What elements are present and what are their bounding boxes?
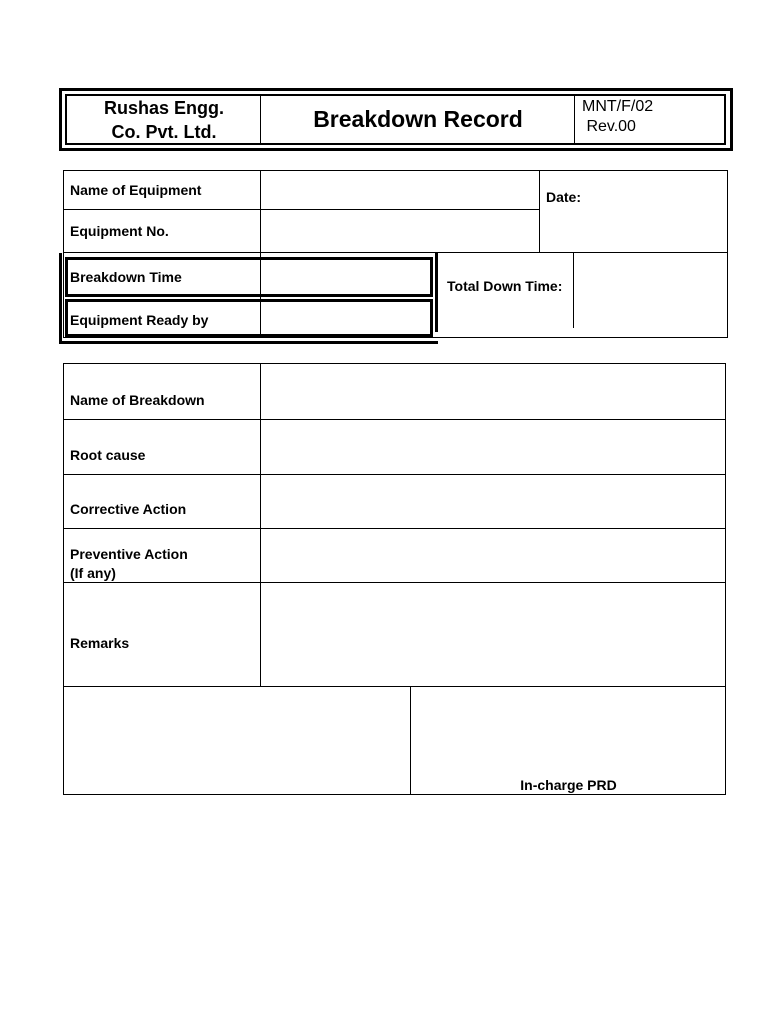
preventive-action-label: Preventive Action	[70, 546, 188, 562]
preventive-action-field[interactable]	[262, 530, 724, 581]
equipment-no-field[interactable]	[262, 211, 538, 251]
row-divider	[63, 252, 728, 253]
name-of-breakdown-field[interactable]	[262, 365, 724, 418]
date-label: Date:	[546, 189, 582, 205]
name-of-breakdown-label: Name of Breakdown	[70, 392, 205, 408]
column-divider	[410, 686, 411, 795]
incharge-prd-label: In-charge PRD	[520, 777, 617, 793]
column-divider	[539, 170, 540, 253]
breakdown-time-label: Breakdown Time	[70, 269, 182, 285]
breakdown-time-field[interactable]	[262, 260, 430, 294]
time-block-left-rule	[59, 253, 62, 344]
total-down-time-field[interactable]	[575, 254, 726, 336]
preventive-action-note: (If any)	[70, 565, 116, 581]
equipment-ready-by-label: Equipment Ready by	[70, 312, 209, 328]
form-code: MNT/F/02	[582, 98, 654, 115]
row-divider	[63, 474, 726, 475]
signature-box-left[interactable]	[65, 688, 409, 793]
name-of-equipment-label: Name of Equipment	[70, 182, 202, 198]
equipment-no-label: Equipment No.	[70, 223, 169, 239]
column-divider	[260, 363, 261, 687]
row-divider	[63, 419, 726, 420]
total-down-time-label: Total Down Time:	[447, 278, 563, 294]
row-divider	[63, 528, 726, 529]
remarks-label: Remarks	[70, 635, 130, 651]
header-divider	[574, 96, 575, 143]
root-cause-label: Root cause	[70, 447, 146, 463]
company-name: Rushas Engg. Co. Pvt. Ltd.	[103, 97, 224, 142]
form-code-block	[582, 97, 653, 137]
form-title: Breakdown Record	[313, 106, 523, 132]
name-of-equipment-field[interactable]	[262, 172, 538, 208]
row-divider	[63, 582, 726, 583]
remarks-field[interactable]	[262, 584, 724, 685]
date-field[interactable]	[541, 172, 726, 251]
corrective-action-field[interactable]	[262, 476, 724, 527]
corrective-action-label: Corrective Action	[70, 501, 187, 517]
time-block-bottom-rule	[59, 341, 438, 344]
row-divider	[63, 686, 726, 687]
row-divider	[63, 209, 540, 210]
equipment-ready-by-field[interactable]	[262, 302, 430, 334]
time-block-right-rule	[435, 253, 438, 332]
column-divider	[573, 252, 574, 328]
root-cause-field[interactable]	[262, 421, 724, 473]
form-revision: Rev.00	[582, 118, 636, 135]
